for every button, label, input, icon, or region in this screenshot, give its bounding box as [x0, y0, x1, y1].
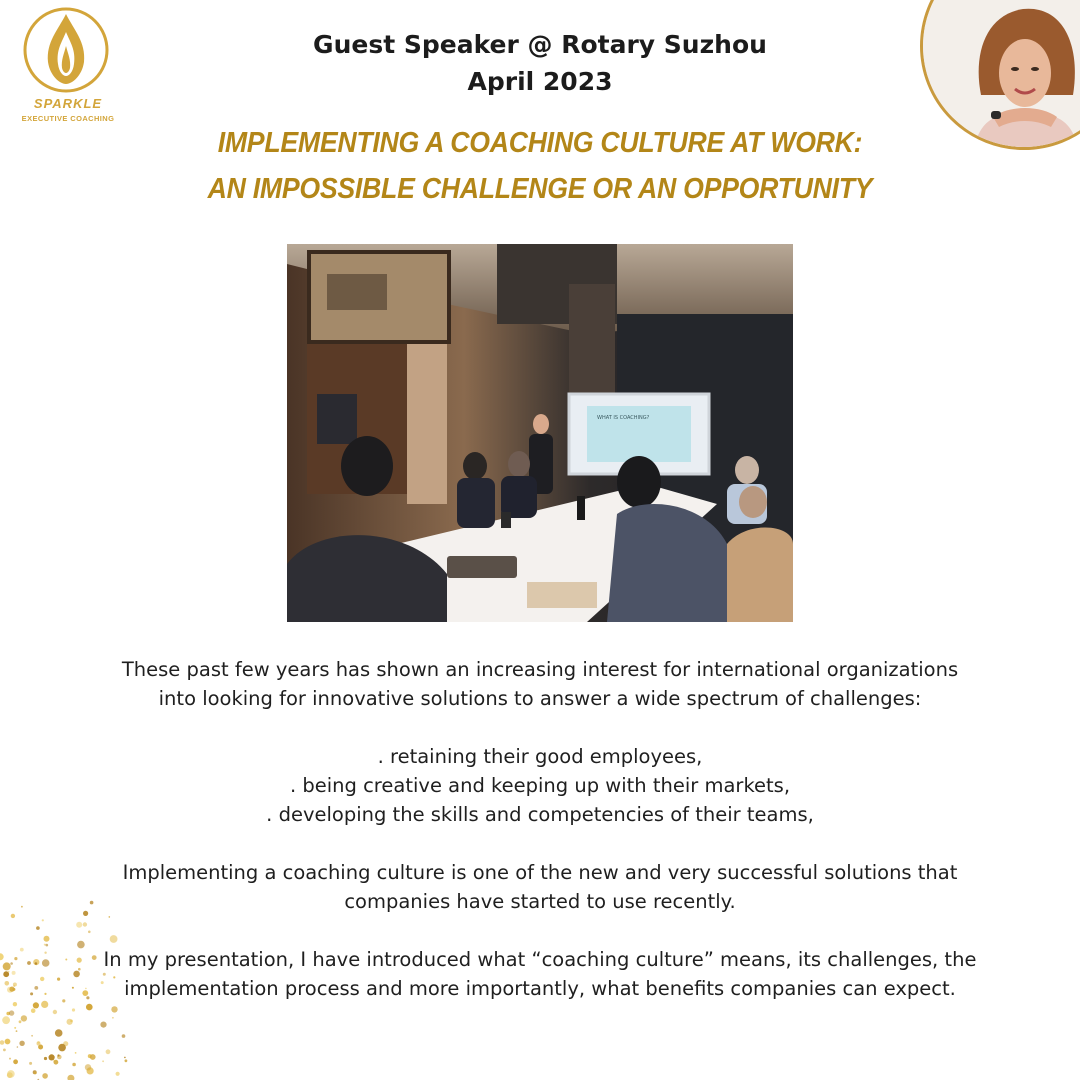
glitter-dot: [77, 958, 82, 963]
glitter-dot: [76, 922, 82, 928]
glitter-dot: [42, 919, 44, 921]
glitter-dot: [125, 1059, 128, 1062]
glitter-dot: [53, 1010, 57, 1014]
glitter-dot: [101, 981, 104, 984]
glitter-dot: [67, 1075, 74, 1080]
glitter-dot: [112, 1017, 114, 1019]
bullet-item: . being creative and keeping up with their markets,: [289, 774, 791, 797]
glitter-dot: [40, 977, 44, 981]
glitter-dot: [5, 1039, 11, 1045]
glitter-dot: [72, 1063, 76, 1067]
glitter-dot: [17, 1046, 19, 1048]
glitter-dot: [113, 976, 115, 978]
glitter-dot: [30, 992, 33, 995]
glitter-dot: [9, 1058, 11, 1060]
glitter-dot: [100, 1022, 106, 1028]
event-date: April 2023: [467, 67, 613, 96]
glitter-dot: [62, 999, 65, 1002]
glitter-dot: [85, 988, 87, 990]
glitter-dot: [33, 1002, 39, 1008]
paragraph-2-line-1: Implementing a coaching culture is one of the new and very successful solutions that: [122, 861, 958, 884]
glitter-dot: [57, 978, 60, 981]
glitter-dot: [31, 1035, 33, 1037]
glitter-dot: [103, 973, 106, 976]
glitter-dot: [44, 936, 50, 942]
glitter-dot: [44, 993, 46, 995]
event-photo: [287, 244, 793, 622]
glitter-dot: [19, 1020, 22, 1023]
glitter-dot: [13, 1059, 18, 1064]
glitter-dot: [106, 1049, 111, 1054]
glitter-dot: [36, 926, 40, 930]
glitter-dot: [19, 1041, 24, 1046]
glitter-dot: [90, 901, 94, 905]
glitter-dot: [102, 1060, 104, 1062]
glitter-dot: [41, 1001, 48, 1008]
glitter-dot: [9, 987, 14, 992]
glitter-dot: [21, 906, 23, 908]
glitter-dot: [83, 911, 88, 916]
body-text: [60, 655, 1020, 1003]
glitter-dot: [86, 1004, 93, 1011]
glitter-dot: [3, 962, 11, 970]
glitter-dot: [8, 971, 10, 973]
glitter-dot: [116, 1072, 120, 1076]
glitter-dot: [122, 1034, 126, 1038]
glitter-dot: [11, 914, 15, 918]
glitter-dot: [67, 1019, 73, 1025]
bullet-item: . retaining their good employees,: [377, 745, 703, 768]
glitter-dot: [44, 1057, 47, 1060]
slide-heading: WHAT IS COACHING?: [597, 415, 650, 421]
brand-tagline: EXECUTIVE COACHING: [21, 114, 115, 123]
glitter-dot: [65, 959, 67, 961]
glitter-dot: [20, 948, 24, 952]
glitter-dot: [72, 987, 74, 989]
glitter-dot: [2, 1016, 10, 1024]
glitter-dot: [33, 1011, 35, 1013]
paragraph-3-line-2: implementation process and more importantly, what benefits companies can expect.: [124, 977, 956, 1000]
brand-name: SPARKLE: [33, 96, 103, 111]
glitter-dot: [57, 1054, 59, 1056]
glitter-dot: [13, 983, 17, 987]
glitter-dot: [7, 1070, 15, 1078]
glitter-dot: [85, 1064, 91, 1070]
glitter-dot: [77, 941, 85, 949]
glitter-dot: [90, 1054, 96, 1060]
glitter-dot: [34, 1072, 37, 1075]
glitter-dot: [42, 959, 50, 967]
glitter-dot: [9, 1010, 14, 1015]
glitter-dot: [46, 944, 49, 947]
glitter-dot: [14, 1027, 16, 1029]
glitter-dot: [88, 931, 91, 934]
gold-glitter-decoration: [0, 900, 170, 1080]
glitter-dot: [14, 957, 17, 960]
glitter-dot: [12, 971, 16, 975]
intro-line-1: These past few years has shown an increasing interest for international organizations: [121, 658, 959, 681]
glitter-dot: [78, 968, 81, 971]
glitter-dot: [111, 1006, 117, 1012]
glitter-dot: [73, 971, 80, 978]
glitter-dot: [27, 961, 31, 965]
glitter-dot: [34, 986, 38, 990]
glitter-dot: [29, 1062, 32, 1065]
glitter-dot: [55, 1029, 63, 1037]
glitter-dot: [72, 1008, 75, 1011]
presentation-title-line2: AN IMPOSSIBLE CHALLENGE OR AN OPPORTUNITY: [207, 173, 873, 205]
presentation-title-line1: IMPLEMENTING A COACHING CULTURE AT WORK:: [217, 127, 863, 159]
glitter-dot: [42, 1073, 48, 1079]
paragraph-3-line-1: In my presentation, I have introduced what “coaching culture” means, its challenges, the: [103, 948, 977, 971]
glitter-dot: [44, 952, 46, 954]
glitter-dot: [35, 962, 38, 965]
glitter-dot: [16, 1030, 18, 1032]
bullet-item: . developing the skills and competencies of their teams,: [266, 803, 814, 826]
glitter-dot: [5, 981, 10, 986]
glitter-dot: [124, 1057, 126, 1059]
glitter-dot: [109, 916, 111, 918]
glitter-dot: [83, 922, 87, 926]
glitter-dot: [49, 1054, 55, 1060]
event-heading: Guest Speaker @ Rotary Suzhou: [313, 30, 767, 59]
intro-line-2: into looking for innovative solutions to answer a wide spectrum of challenges:: [158, 687, 922, 710]
glitter-dot: [58, 1044, 66, 1052]
glitter-dot: [3, 1049, 6, 1052]
glitter-dot: [37, 1042, 41, 1046]
glitter-dot: [86, 996, 89, 999]
glitter-dot: [92, 955, 97, 960]
paragraph-2-line-2: companies have started to use recently.: [344, 890, 736, 913]
glitter-dot: [0, 953, 4, 960]
glitter-dot: [13, 1002, 17, 1006]
glitter-dot: [21, 1015, 27, 1021]
glitter-dot: [110, 935, 118, 943]
glitter-dot: [54, 1060, 59, 1065]
glitter-dot: [0, 1040, 4, 1045]
glitter-dot: [75, 1052, 77, 1054]
glitter-dot: [44, 944, 46, 946]
glitter-dot: [82, 990, 88, 996]
glitter-dot: [10, 962, 13, 965]
